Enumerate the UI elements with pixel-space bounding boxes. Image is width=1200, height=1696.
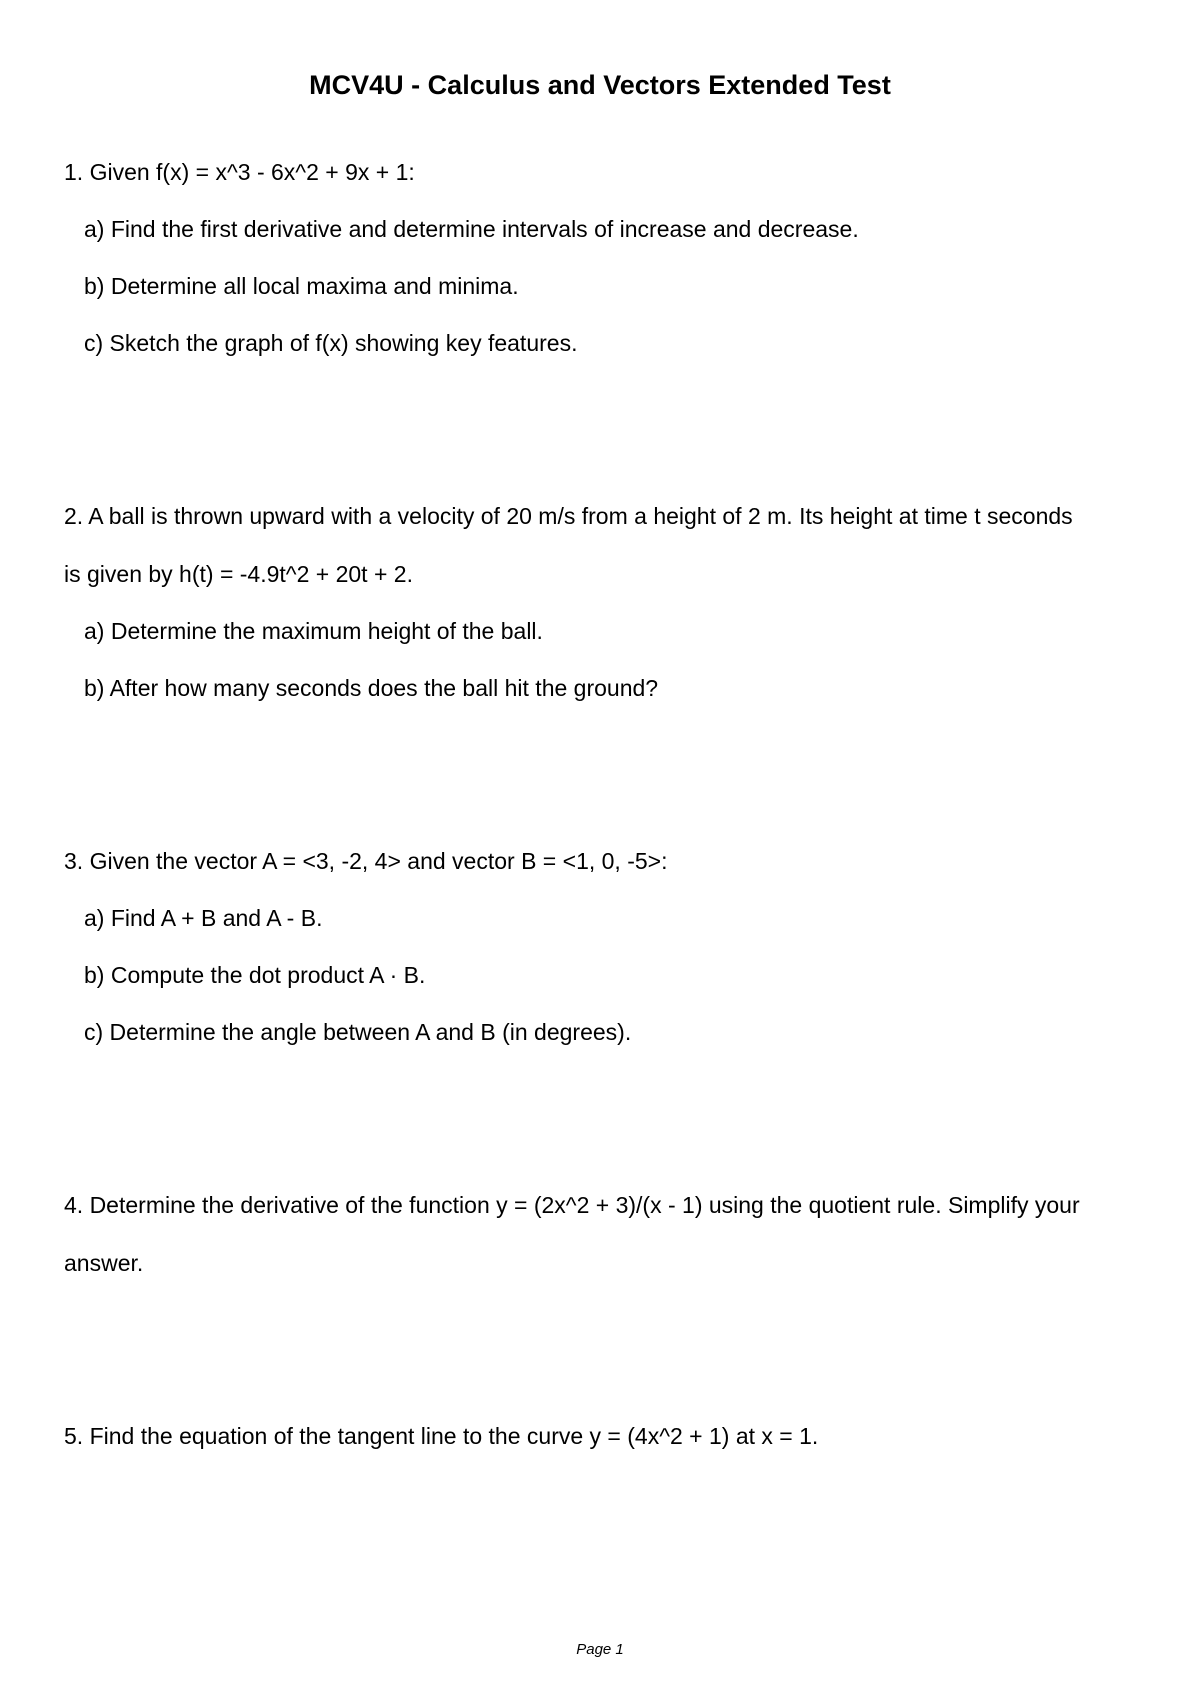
question-3-part-c: c) Determine the angle between A and B (in degrees).	[84, 1019, 632, 1045]
question-3-part-b: b) Compute the dot product A · B.	[84, 962, 426, 988]
question-2-part-b: b) After how many seconds does the ball hit the ground?	[84, 675, 659, 701]
question-4-stem-line-2: answer.	[64, 1250, 144, 1276]
question-1-part-c: c) Sketch the graph of f(x) showing key features.	[84, 330, 578, 356]
question-1-stem: 1. Given f(x) = x^3 - 6x^2 + 9x + 1:	[64, 159, 415, 185]
question-5-stem: 5. Find the equation of the tangent line to the curve y = (4x^2 + 1) at x = 1.	[64, 1423, 819, 1449]
page-title: MCV4U - Calculus and Vectors Extended Test	[309, 70, 891, 100]
question-2-stem-line-2: is given by h(t) = -4.9t^2 + 20t + 2.	[64, 561, 413, 587]
question-2-stem-line-1: 2. A ball is thrown upward with a velocity of 20 m/s from a height of 2 m. Its height at time t seconds	[64, 503, 1073, 529]
question-2-part-a: a) Determine the maximum height of the ball.	[84, 618, 543, 644]
question-4-stem-line-1: 4. Determine the derivative of the function y = (2x^2 + 3)/(x - 1) using the quotient rule. Simplify your	[64, 1192, 1080, 1218]
question-1-part-b: b) Determine all local maxima and minima.	[84, 273, 519, 299]
question-3-stem: 3. Given the vector A = <3, -2, 4> and vector B = <1, 0, -5>:	[64, 848, 668, 874]
question-1-part-a: a) Find the first derivative and determine intervals of increase and decrease.	[84, 216, 859, 242]
question-3-part-a: a) Find A + B and A - B.	[84, 905, 323, 931]
page-footer: Page 1	[576, 1641, 624, 1658]
